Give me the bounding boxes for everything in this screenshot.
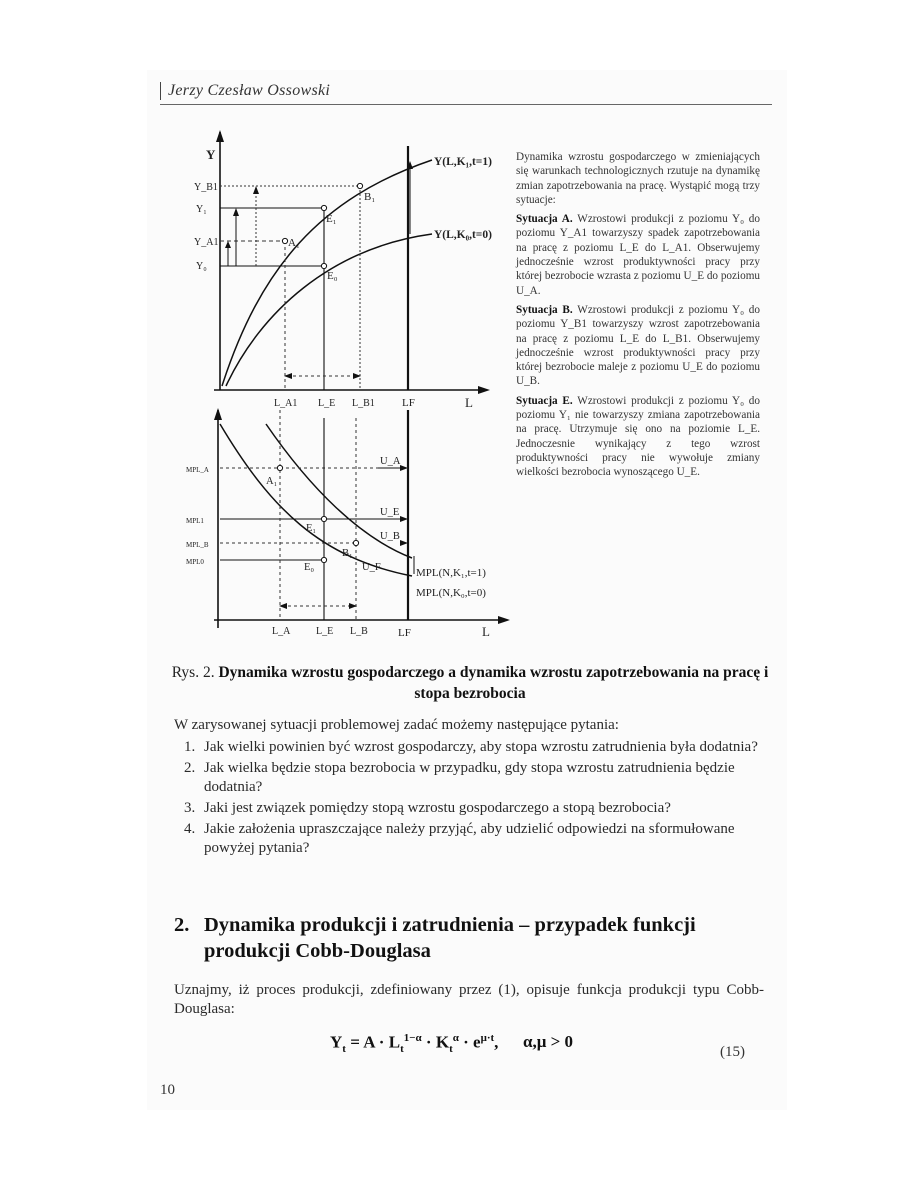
bottom-panel	[186, 408, 510, 639]
bpoint-e1	[321, 516, 326, 521]
top-y-label: Y	[206, 147, 216, 162]
situation-e-body: Wzrostowi produkcji z poziomu Y₀ do poziomu Y₁ nie towarzyszy zmiana zapotrzebowania na pracę. Utrzymuje się ono na poziomie L_E. Jednoczesnie wynikający z tego wzrost produktywności pracy nie wywołuje zmiany wielkości bezrobocia wynoszącego U_E.	[516, 394, 760, 479]
point-a1	[282, 238, 287, 243]
xtick-lf-b: LF	[398, 627, 411, 639]
section-number: 2.	[174, 914, 190, 936]
question-list	[174, 738, 766, 860]
body-paragraph: Uznajmy, iż proces produkcji, zdefiniowany przez (1), opisuje funkcja produkcji typu Cobb-Douglasa:	[174, 982, 764, 1017]
u-label-b: U_B	[380, 531, 400, 542]
question-number: 3.	[184, 800, 196, 816]
ytick-mpl0: MPL0	[186, 558, 204, 566]
xtick-lb: L_B	[350, 626, 368, 637]
caption-prefix: Rys. 2.	[171, 664, 215, 681]
label-a1: A₁	[288, 237, 300, 249]
blabel-e1: E₁	[306, 523, 317, 534]
bottom-x-arrow	[498, 616, 510, 624]
blabel-e0: E₀	[304, 562, 315, 573]
top-x-label: L	[465, 395, 473, 410]
ub-arrowhead	[400, 540, 408, 546]
question-text: Jaki jest związek pomiędzy stopą wzrostu gospodarczego a stopą bezrobocia?	[204, 800, 671, 816]
label-b1: B₁	[364, 191, 376, 203]
situation-a-head: Sytuacja A.	[516, 213, 573, 226]
figure-side-text	[516, 150, 760, 485]
xtick-lb1: L_B1	[352, 398, 375, 409]
situation-e	[516, 394, 760, 480]
arrowhead	[349, 603, 357, 609]
bottom-y-arrow	[214, 408, 222, 420]
list-item	[174, 799, 766, 818]
mpl-lower-label: MPL(N,K₀,t=0)	[416, 587, 486, 599]
arrowhead	[400, 465, 408, 471]
top-panel	[194, 130, 492, 410]
label-e1: E₁	[326, 213, 337, 225]
curve-lower-label: Y(L,K₀,t=0)	[434, 229, 492, 241]
situation-b-body: Wzrostowi produkcji z poziomu Y₀ do poziomu Y_B1 towarzyszy wzrost zapotrzebowania na pracę z poziomu L_E do L_B1. Obserwujemy jednocześnie wzrost produktywności pracy przy której bezrobocie maleje z poziomu U_E do poziomu U_B.	[516, 303, 760, 388]
situation-a	[516, 212, 760, 298]
xtick-lf: LF	[402, 397, 415, 409]
situation-a-body: Wzrostowi produkcji z poziomu Y₀ do poziomu Y_A1 towarzyszy spadek zapotrzebowania na pracę z poziomu L_E do L_A1. Obserwujemy jednocześnie wzrost produktywności pracy przy której bezrobocie wzrasta z poziomu U_E do poziomu U_A.	[516, 213, 760, 297]
equation-number: (15)	[720, 1044, 745, 1060]
header-bar	[160, 82, 161, 100]
blabel-b1: B₁	[342, 548, 353, 559]
u-label-f: U_F	[362, 562, 381, 573]
curve-lower	[226, 234, 432, 386]
top-x-arrow	[478, 386, 490, 394]
question-number: 2.	[184, 760, 196, 776]
u-label-e: U_E	[380, 507, 400, 518]
header-rule	[160, 104, 772, 105]
questions-intro: W zarysowanej sytuacji problemowej zadać możemy następujące pytania:	[174, 717, 619, 733]
equation-condition: α,μ > 0	[523, 1032, 574, 1051]
section-line-1	[174, 912, 764, 938]
caption-title: Dynamika wzrostu gospodarczego a dynamika wzrostu zapotrzebowania na pracę i stopa bezrobocia	[218, 664, 769, 702]
side-intro: Dynamika wzrostu gospodarczego w zmieniających się warunkach technologicznych rzutuje na dynamikę zmian zapotrzebowania na pracę. Wystąpić mogą trzy sytuacje:	[516, 151, 760, 206]
label-e0: E₀	[327, 270, 338, 282]
figure-diagram	[180, 128, 520, 648]
list-item	[174, 759, 766, 797]
ytick-mpla: MPL_A	[186, 466, 209, 474]
ytick-mplb: MPL_B	[186, 541, 209, 549]
blabel-a1: A₁	[266, 476, 278, 487]
section-title-2: produkcji Cobb-Douglasa	[204, 940, 431, 962]
page-number: 10	[160, 1082, 175, 1098]
mpl-upper-label: MPL(N,K₁,t=1)	[416, 567, 486, 579]
xtick-le: L_E	[318, 398, 336, 409]
ytick-mpl1: MPL1	[186, 517, 204, 525]
list-item	[174, 820, 766, 858]
figure-caption	[170, 662, 770, 704]
situation-b-head: Sytuacja B.	[516, 303, 573, 316]
situation-e-head: Sytuacja E.	[516, 394, 573, 407]
curve-upper-label: Y(L,K₁,t=1)	[434, 156, 492, 168]
question-number: 4.	[184, 821, 196, 837]
xtick-le-b: L_E	[316, 626, 334, 637]
question-text: Jak wielki powinien być wzrost gospodarczy, aby stopa wzrostu zatrudnienia była dodatnia?	[204, 739, 758, 755]
arrowhead	[225, 241, 231, 248]
equation-15: $Y_t = A \cdot L_t^{1-\alpha} \cdot K_t^\alpha \cdot e^{\mu\cdot t}$,	[330, 1032, 499, 1056]
ytick-y1: Y₁	[196, 204, 207, 215]
arrowhead	[233, 208, 239, 216]
running-header: Jerzy Czesław Ossowski	[168, 82, 331, 99]
bpoint-e0	[321, 557, 326, 562]
arrowhead	[400, 516, 408, 522]
ytick-y0: Y₀	[196, 261, 207, 272]
point-e0	[321, 263, 326, 268]
xtick-la1: L_A1	[274, 398, 298, 409]
mpl-curve-lower	[220, 424, 412, 576]
list-item	[174, 738, 766, 757]
section-heading	[174, 912, 764, 964]
question-text: Jak wielka będzie stopa bezrobocia w przypadku, gdy stopa wzrostu zatrudnienia będzie dodatnia?	[204, 760, 735, 795]
arrowhead	[253, 186, 259, 194]
top-y-arrow	[216, 130, 224, 142]
xtick-la: L_A	[272, 626, 291, 637]
bpoint-b1	[353, 540, 358, 545]
ytick-yb1: Y_B1	[194, 182, 218, 193]
section-title-1: Dynamika produkcji i zatrudnienia – przypadek funkcji	[204, 914, 696, 936]
ytick-ya1: Y_A1	[194, 237, 219, 248]
bpoint-a1	[277, 465, 282, 470]
u-label-a: U_A	[380, 456, 401, 467]
point-e1	[321, 205, 326, 210]
question-number: 1.	[184, 739, 196, 755]
situation-b	[516, 303, 760, 389]
point-b1	[357, 183, 362, 188]
bottom-x-label: L	[482, 624, 490, 639]
question-text: Jakie założenia upraszczające należy przyjąć, aby udzielić odpowiedzi na sformułowane powyżej pytania?	[204, 821, 735, 856]
